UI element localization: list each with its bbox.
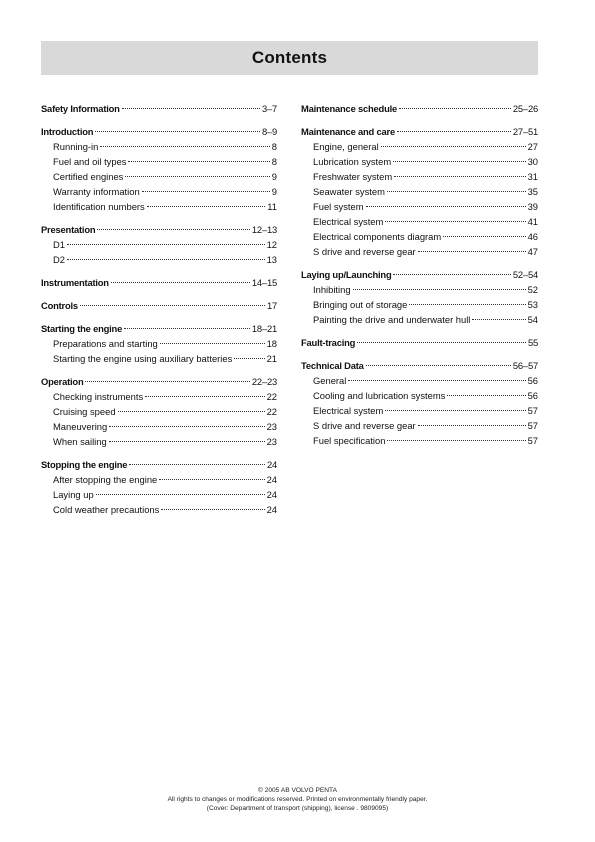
dot-leader xyxy=(393,161,525,162)
toc-entry-page-number: 12 xyxy=(266,239,277,250)
toc-heading-page-number: 25–26 xyxy=(512,103,538,114)
dot-leader xyxy=(409,304,525,305)
toc-heading[interactable] xyxy=(301,124,538,139)
dot-leader xyxy=(125,176,269,177)
toc-heading[interactable] xyxy=(41,101,277,116)
dot-leader xyxy=(111,282,250,283)
toc-entry-page-number: 23 xyxy=(266,436,277,447)
toc-heading-label: Stopping the engine xyxy=(41,459,128,470)
toc-entry-page-number: 24 xyxy=(266,489,277,500)
dot-leader xyxy=(67,244,265,245)
toc-entry-label: Fuel specification xyxy=(313,435,386,446)
toc-entry[interactable] xyxy=(41,502,277,517)
toc-entry-label: After stopping the engine xyxy=(53,474,158,485)
toc-heading-page-number: 17 xyxy=(266,300,277,311)
toc-section xyxy=(301,335,538,350)
toc-entry-label: Identification numbers xyxy=(53,201,145,212)
dot-leader xyxy=(118,411,265,412)
toc-entry-page-number: 56 xyxy=(527,375,538,386)
dot-leader xyxy=(357,342,526,343)
toc-heading-page-number: 14–15 xyxy=(251,277,277,288)
toc-entry[interactable] xyxy=(41,237,277,252)
rights-line: All rights to changes or modifications reserved. Printed on environmentally friendly paper. xyxy=(167,796,428,803)
toc-entry-page-number: 57 xyxy=(527,435,538,446)
toc-heading[interactable] xyxy=(301,358,538,373)
toc-entry[interactable] xyxy=(41,199,277,214)
toc-entry-page-number: 30 xyxy=(527,156,538,167)
cover-license-line: (Cover: Department of transport (shipping), license . 9809095) xyxy=(206,805,389,812)
toc-entry[interactable] xyxy=(301,433,538,448)
toc-entry-page-number: 24 xyxy=(266,474,277,485)
toc-section xyxy=(41,298,277,313)
toc-entry-label: S drive and reverse gear xyxy=(313,246,416,257)
toc-entry-label: Checking instruments xyxy=(53,391,144,402)
dot-leader xyxy=(418,251,526,252)
toc-entry-label: Engine, general xyxy=(313,141,379,152)
toc-heading-page-number: 8–9 xyxy=(261,126,277,137)
dot-leader xyxy=(394,176,525,177)
toc-entry-page-number: 18 xyxy=(266,338,277,349)
dot-leader xyxy=(399,108,511,109)
toc-heading[interactable] xyxy=(41,124,277,139)
dot-leader xyxy=(100,146,269,147)
toc-heading-page-number: 27–51 xyxy=(512,126,538,137)
toc-entry-label: Cold weather precautions xyxy=(53,504,160,515)
toc-entry[interactable] xyxy=(301,214,538,229)
toc-entry-label: Preparations and starting xyxy=(53,338,158,349)
toc-entry[interactable] xyxy=(301,373,538,388)
dot-leader xyxy=(80,305,265,306)
toc-section xyxy=(41,374,277,449)
toc-entry-label: General xyxy=(313,375,347,386)
dot-leader xyxy=(387,440,525,441)
toc-entry[interactable] xyxy=(301,244,538,259)
toc-entry-page-number: 41 xyxy=(527,216,538,227)
toc-entry-label: Lubrication system xyxy=(313,156,392,167)
toc-heading-label: Controls xyxy=(41,300,78,311)
dot-leader xyxy=(96,494,265,495)
dot-leader xyxy=(366,206,526,207)
toc-entry-label: Seawater system xyxy=(313,186,385,197)
toc-entry-label: Painting the drive and underwater hull xyxy=(313,314,471,325)
toc-entry-label: Starting the engine using auxiliary batteries xyxy=(53,353,233,364)
toc-entry-page-number: 27 xyxy=(527,141,538,152)
toc-entry-page-number: 31 xyxy=(527,171,538,182)
toc-heading[interactable] xyxy=(41,457,277,472)
toc-heading[interactable] xyxy=(301,335,538,350)
toc-entry[interactable] xyxy=(41,252,277,267)
toc-entry[interactable] xyxy=(41,419,277,434)
toc-entry[interactable] xyxy=(41,472,277,487)
toc-heading[interactable] xyxy=(41,298,277,313)
toc-entry-page-number: 8 xyxy=(271,156,277,167)
toc-entry-label: Electrical system xyxy=(313,405,384,416)
toc-heading[interactable] xyxy=(41,275,277,290)
dot-leader xyxy=(85,381,249,382)
toc-entry-label: Maneuvering xyxy=(53,421,108,432)
dot-leader xyxy=(109,426,264,427)
dot-leader xyxy=(385,221,525,222)
toc-entry-label: Bringing out of storage xyxy=(313,299,408,310)
toc-entry-label: S drive and reverse gear xyxy=(313,420,416,431)
toc-entry[interactable] xyxy=(41,184,277,199)
toc-entry[interactable] xyxy=(301,282,538,297)
toc-entry-label: Fuel system xyxy=(313,201,364,212)
toc-heading-page-number: 52–54 xyxy=(512,269,538,280)
toc-entry-page-number: 21 xyxy=(266,353,277,364)
toc-entry[interactable] xyxy=(41,389,277,404)
toc-right-column xyxy=(301,101,538,456)
toc-entry-page-number: 23 xyxy=(266,421,277,432)
toc-section xyxy=(41,222,277,267)
dot-leader xyxy=(128,161,269,162)
dot-leader xyxy=(147,206,266,207)
toc-section xyxy=(301,267,538,327)
toc-section xyxy=(41,321,277,366)
dot-leader xyxy=(97,229,250,230)
dot-leader xyxy=(67,259,265,260)
toc-entry-page-number: 22 xyxy=(266,406,277,417)
toc-entry-label: Running-in xyxy=(53,141,99,152)
toc-entry[interactable] xyxy=(301,199,538,214)
dot-leader xyxy=(129,464,265,465)
toc-entry-label: Electrical system xyxy=(313,216,384,227)
toc-entry-page-number: 52 xyxy=(527,284,538,295)
dot-leader xyxy=(122,108,260,109)
toc-entry[interactable] xyxy=(301,229,538,244)
dot-leader xyxy=(385,410,525,411)
dot-leader xyxy=(381,146,526,147)
toc-entry[interactable] xyxy=(301,184,538,199)
toc-section xyxy=(41,275,277,290)
toc-entry-page-number: 53 xyxy=(527,299,538,310)
toc-section xyxy=(301,358,538,448)
toc-entry-label: D2 xyxy=(53,254,65,265)
toc-entry-label: Warranty information xyxy=(53,186,140,197)
toc-heading-label: Fault-tracing xyxy=(301,337,356,348)
dot-leader xyxy=(95,131,260,132)
dot-leader xyxy=(418,425,526,426)
toc-heading-label: Safety Information xyxy=(41,103,120,114)
dot-leader xyxy=(366,365,511,366)
toc-heading-label: Instrumentation xyxy=(41,277,109,288)
toc-heading-label: Operation xyxy=(41,376,84,387)
toc-heading-page-number: 55 xyxy=(527,337,538,348)
toc-entry[interactable] xyxy=(41,434,277,449)
dot-leader xyxy=(472,319,525,320)
toc-entry-label: Freshwater system xyxy=(313,171,393,182)
toc-entry-page-number: 11 xyxy=(267,201,277,212)
toc-entry[interactable] xyxy=(41,169,277,184)
toc-entry-label: D1 xyxy=(53,239,65,250)
toc-entry-page-number: 54 xyxy=(527,314,538,325)
toc-heading[interactable] xyxy=(41,321,277,336)
toc-heading-page-number: 12–13 xyxy=(251,224,277,235)
toc-entry-label: Fuel and oil types xyxy=(53,156,127,167)
dot-leader xyxy=(160,343,265,344)
toc-entry[interactable] xyxy=(301,297,538,312)
toc-entry-page-number: 8 xyxy=(271,141,277,152)
toc-heading-label: Maintenance schedule xyxy=(301,103,398,114)
toc-entry[interactable] xyxy=(301,388,538,403)
dot-leader xyxy=(159,479,264,480)
dot-leader xyxy=(387,191,526,192)
toc-entry[interactable] xyxy=(301,418,538,433)
toc-entry[interactable] xyxy=(301,312,538,327)
toc-heading-page-number: 18–21 xyxy=(251,323,277,334)
toc-heading-label: Introduction xyxy=(41,126,94,137)
toc-entry[interactable] xyxy=(301,169,538,184)
copyright-line: © 2005 AB VOLVO PENTA xyxy=(257,787,337,794)
toc-entry-label: When sailing xyxy=(53,436,107,447)
toc-entry-label: Cruising speed xyxy=(53,406,116,417)
dot-leader xyxy=(353,289,526,290)
toc-entry-page-number: 9 xyxy=(271,186,277,197)
dot-leader xyxy=(234,358,264,359)
toc-entry[interactable] xyxy=(301,154,538,169)
toc-entry-page-number: 9 xyxy=(271,171,277,182)
toc-heading-page-number: 56–57 xyxy=(512,360,538,371)
toc-entry[interactable] xyxy=(41,351,277,366)
toc-heading[interactable] xyxy=(301,101,538,116)
dot-leader xyxy=(348,380,525,381)
toc-entry[interactable] xyxy=(301,403,538,418)
toc-heading-label: Laying up/Launching xyxy=(301,269,392,280)
dot-leader xyxy=(393,274,510,275)
toc-entry[interactable] xyxy=(41,487,277,502)
dot-leader xyxy=(447,395,525,396)
dot-leader xyxy=(124,328,250,329)
page-title: Contents xyxy=(251,48,328,67)
footer xyxy=(0,786,595,813)
toc-heading-label: Maintenance and care xyxy=(301,126,395,137)
toc-entry-page-number: 35 xyxy=(527,186,538,197)
toc-section xyxy=(301,101,538,116)
toc-section xyxy=(41,101,277,116)
toc-heading[interactable] xyxy=(41,222,277,237)
toc-entry-label: Laying up xyxy=(53,489,94,500)
toc-heading[interactable] xyxy=(41,374,277,389)
toc-entry-page-number: 57 xyxy=(527,405,538,416)
toc-heading-page-number: 22–23 xyxy=(251,376,277,387)
toc-entry[interactable] xyxy=(41,336,277,351)
toc-entry-page-number: 24 xyxy=(266,504,277,515)
toc-section xyxy=(41,124,277,214)
dot-leader xyxy=(145,396,264,397)
toc-entry-label: Certified engines xyxy=(53,171,124,182)
toc-heading-label: Technical Data xyxy=(301,360,364,371)
toc-entry[interactable] xyxy=(41,139,277,154)
toc-entry-page-number: 13 xyxy=(266,254,277,265)
toc-entry[interactable] xyxy=(41,154,277,169)
toc-entry-page-number: 47 xyxy=(527,246,538,257)
toc-heading-page-number: 24 xyxy=(266,459,277,470)
toc-heading-page-number: 3–7 xyxy=(261,103,277,114)
toc-entry-page-number: 57 xyxy=(527,420,538,431)
toc-entry-page-number: 56 xyxy=(527,390,538,401)
toc-heading-label: Starting the engine xyxy=(41,323,123,334)
dot-leader xyxy=(397,131,511,132)
toc-entry[interactable] xyxy=(41,404,277,419)
toc-heading[interactable] xyxy=(301,267,538,282)
toc-section xyxy=(41,457,277,517)
toc-heading-label: Presentation xyxy=(41,224,96,235)
toc-entry-label: Inhibiting xyxy=(313,284,351,295)
dot-leader xyxy=(109,441,265,442)
toc-entry-page-number: 39 xyxy=(527,201,538,212)
toc-entry-label: Cooling and lubrication systems xyxy=(313,390,446,401)
contents-title-bar xyxy=(41,41,538,75)
toc-entry-page-number: 46 xyxy=(527,231,538,242)
dot-leader xyxy=(142,191,270,192)
dot-leader xyxy=(161,509,264,510)
toc-entry-label: Electrical components diagram xyxy=(313,231,442,242)
toc-left-column xyxy=(41,101,277,525)
dot-leader xyxy=(443,236,525,237)
toc-section xyxy=(301,124,538,259)
toc-entry[interactable] xyxy=(301,139,538,154)
toc-entry-page-number: 22 xyxy=(266,391,277,402)
